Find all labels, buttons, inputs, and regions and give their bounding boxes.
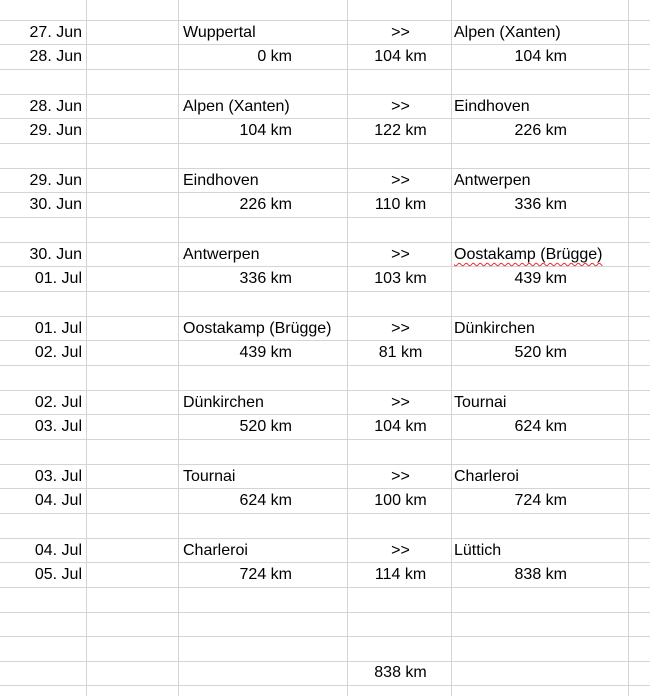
arrow-cell[interactable]: >> (391, 246, 410, 263)
to-city-cell[interactable] (454, 464, 624, 488)
row-divider (0, 217, 650, 218)
to-city-text: Charleroi (454, 468, 519, 485)
total-row (0, 660, 650, 684)
leg-start-row (0, 464, 650, 488)
leg-km-cell[interactable]: 100 km (374, 492, 427, 509)
from-km-cell[interactable]: 104 km (239, 122, 292, 139)
end-date-cell[interactable]: 28. Jun (29, 48, 82, 65)
arrow-cell[interactable]: >> (391, 394, 410, 411)
from-km-cell[interactable]: 624 km (239, 492, 292, 509)
leg-distance-row (0, 562, 650, 586)
row-divider (0, 587, 650, 588)
leg-km-cell[interactable]: 104 km (374, 418, 427, 435)
to-city-cell[interactable] (454, 538, 624, 562)
leg-km-cell[interactable]: 122 km (374, 122, 427, 139)
to-km-cell[interactable]: 439 km (514, 270, 567, 287)
row-divider (0, 69, 650, 70)
row-divider (0, 291, 650, 292)
from-city-cell[interactable]: Eindhoven (183, 172, 259, 189)
start-date-cell[interactable]: 01. Jul (34, 320, 82, 337)
to-city-cell[interactable] (454, 20, 624, 44)
leg-km-cell[interactable]: 81 km (378, 344, 423, 361)
row-divider (0, 685, 650, 686)
row-divider (0, 513, 650, 514)
to-city-text: Tournai (454, 394, 507, 411)
leg-distance-row (0, 192, 650, 216)
to-km-cell[interactable]: 520 km (514, 344, 567, 361)
to-city-cell[interactable] (454, 94, 624, 118)
leg-distance-row (0, 488, 650, 512)
end-date-cell[interactable]: 04. Jul (34, 492, 82, 509)
leg-start-row (0, 20, 650, 44)
arrow-cell[interactable]: >> (391, 98, 410, 115)
total-km-cell[interactable]: 838 km (374, 664, 427, 681)
leg-start-row (0, 316, 650, 340)
start-date-cell[interactable]: 27. Jun (29, 24, 82, 41)
start-date-cell[interactable]: 03. Jul (34, 468, 82, 485)
from-km-cell[interactable]: 0 km (257, 48, 292, 65)
from-city-cell[interactable]: Alpen (Xanten) (183, 98, 290, 115)
leg-km-cell[interactable]: 104 km (374, 48, 427, 65)
leg-km-cell[interactable]: 114 km (374, 566, 427, 583)
to-city-text: Lüttich (454, 542, 502, 559)
leg-start-row (0, 242, 650, 266)
row-divider (0, 612, 650, 613)
end-date-cell[interactable]: 30. Jun (29, 196, 82, 213)
to-km-cell[interactable]: 838 km (514, 566, 567, 583)
arrow-cell[interactable]: >> (391, 172, 410, 189)
to-km-cell[interactable]: 336 km (514, 196, 567, 213)
leg-start-row (0, 94, 650, 118)
row-divider (0, 636, 650, 637)
from-city-cell[interactable]: Dünkirchen (183, 394, 264, 411)
to-km-cell[interactable]: 724 km (514, 492, 567, 509)
to-city-cell[interactable] (454, 316, 624, 340)
leg-distance-row (0, 340, 650, 364)
start-date-cell[interactable]: 29. Jun (29, 172, 82, 189)
from-city-cell[interactable]: Oostakamp (Brügge) (183, 320, 332, 337)
start-date-cell[interactable]: 04. Jul (34, 542, 82, 559)
leg-km-cell[interactable]: 110 km (374, 196, 427, 213)
leg-distance-row (0, 266, 650, 290)
from-city-cell[interactable]: Antwerpen (183, 246, 260, 263)
leg-start-row (0, 168, 650, 192)
end-date-cell[interactable]: 03. Jul (34, 418, 82, 435)
from-km-cell[interactable]: 439 km (239, 344, 292, 361)
to-city-cell[interactable] (454, 390, 624, 414)
to-km-cell[interactable]: 624 km (514, 418, 567, 435)
arrow-cell[interactable]: >> (391, 468, 410, 485)
to-city-text: Eindhoven (454, 98, 530, 115)
end-date-cell[interactable]: 29. Jun (29, 122, 82, 139)
to-city-cell[interactable] (454, 242, 624, 266)
to-city-text: Dünkirchen (454, 320, 535, 337)
row-divider (0, 439, 650, 440)
start-date-cell[interactable]: 02. Jul (34, 394, 82, 411)
arrow-cell[interactable]: >> (391, 542, 410, 559)
end-date-cell[interactable]: 02. Jul (34, 344, 82, 361)
to-km-cell[interactable]: 226 km (514, 122, 567, 139)
from-km-cell[interactable]: 520 km (239, 418, 292, 435)
leg-km-cell[interactable]: 103 km (374, 270, 427, 287)
to-city-text: Antwerpen (454, 172, 531, 189)
end-date-cell[interactable]: 01. Jul (34, 270, 82, 287)
from-city-cell[interactable]: Charleroi (183, 542, 248, 559)
from-city-cell[interactable]: Tournai (183, 468, 236, 485)
end-date-cell[interactable]: 05. Jul (34, 566, 82, 583)
to-city-cell[interactable] (454, 168, 624, 192)
row-divider (0, 365, 650, 366)
from-city-cell[interactable]: Wuppertal (183, 24, 256, 41)
leg-distance-row (0, 44, 650, 68)
arrow-cell[interactable]: >> (391, 320, 410, 337)
from-km-cell[interactable]: 226 km (239, 196, 292, 213)
leg-start-row (0, 390, 650, 414)
start-date-cell[interactable]: 30. Jun (29, 246, 82, 263)
to-city-text: Oostakamp (Brügge) (454, 246, 603, 263)
start-date-cell[interactable]: 28. Jun (29, 98, 82, 115)
from-km-cell[interactable]: 336 km (239, 270, 292, 287)
to-city-text: Alpen (Xanten) (454, 24, 561, 41)
to-km-cell[interactable]: 104 km (514, 48, 567, 65)
arrow-cell[interactable]: >> (391, 24, 410, 41)
leg-distance-row (0, 118, 650, 142)
leg-distance-row (0, 414, 650, 438)
row-divider (0, 143, 650, 144)
from-km-cell[interactable]: 724 km (239, 566, 292, 583)
leg-start-row (0, 538, 650, 562)
